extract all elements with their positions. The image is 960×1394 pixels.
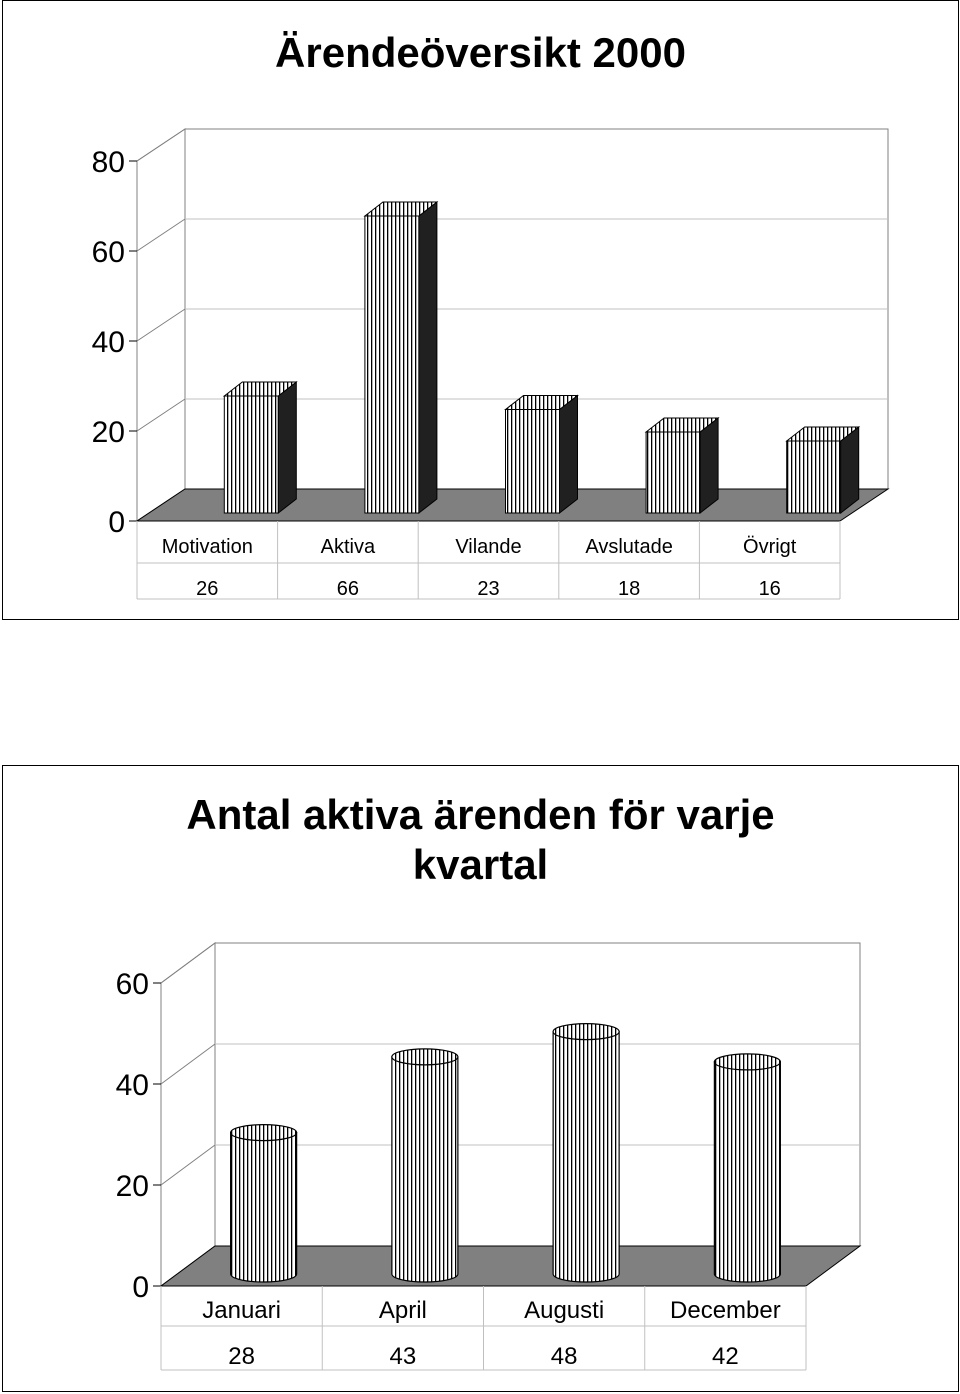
bar-side bbox=[278, 382, 296, 513]
bar-side bbox=[560, 396, 578, 514]
bar-cylinder bbox=[714, 1062, 780, 1282]
chart-title-line-2: kvartal bbox=[412, 841, 549, 888]
side-wall bbox=[161, 943, 215, 1286]
chart-aktiva-per-kvartal bbox=[2, 765, 959, 1392]
data-table-value: 28 bbox=[228, 1343, 255, 1370]
bar-cylinder bbox=[553, 1032, 619, 1282]
y-tick-label: 80 bbox=[91, 145, 125, 179]
data-table-value: 16 bbox=[758, 578, 781, 600]
bar-cylinder bbox=[392, 1057, 458, 1282]
data-table-value: 66 bbox=[336, 578, 360, 600]
chart-plot-area bbox=[3, 1, 960, 621]
chart-title: Ärendeöversikt 2000 bbox=[275, 29, 686, 76]
data-table-value: 42 bbox=[712, 1343, 739, 1370]
bar-side bbox=[841, 427, 859, 513]
bar-cylinder-top bbox=[553, 1024, 619, 1040]
y-tick-label: 20 bbox=[91, 415, 125, 449]
bar-front bbox=[365, 216, 419, 513]
chart-title-line-1: Antal aktiva ärenden för varje bbox=[186, 791, 775, 838]
category-label: Övrigt bbox=[743, 536, 797, 558]
data-table-value: 18 bbox=[617, 578, 641, 600]
category-label: Augusti bbox=[524, 1297, 605, 1324]
bar-front bbox=[646, 432, 700, 513]
data-table-value: 48 bbox=[550, 1343, 578, 1370]
bar-front bbox=[224, 396, 278, 513]
data-table-value: 43 bbox=[389, 1343, 417, 1370]
y-tick-label: 60 bbox=[115, 967, 149, 1001]
y-tick-label: 60 bbox=[91, 235, 125, 269]
y-tick-label: 40 bbox=[115, 1068, 149, 1102]
bar-cylinder bbox=[231, 1133, 297, 1282]
bar-cylinder-top bbox=[392, 1049, 458, 1065]
category-label: Avslutade bbox=[585, 536, 673, 558]
data-table-value: 23 bbox=[477, 578, 500, 600]
chart-plot-area bbox=[3, 766, 960, 1393]
data-table-value: 26 bbox=[196, 578, 219, 600]
y-tick-label: 0 bbox=[132, 1270, 149, 1304]
bar-cylinder-top bbox=[714, 1054, 780, 1070]
y-tick-label: 20 bbox=[115, 1169, 149, 1203]
category-label: April bbox=[378, 1297, 427, 1324]
y-tick-label: 0 bbox=[108, 505, 125, 539]
category-label: Januari bbox=[202, 1297, 281, 1324]
category-label: Vilande bbox=[455, 536, 522, 558]
bar-side bbox=[700, 418, 718, 513]
bar-side bbox=[419, 202, 437, 513]
chart-arendeoversikt bbox=[2, 0, 959, 620]
bar-front bbox=[506, 410, 560, 514]
y-tick-label: 40 bbox=[91, 325, 125, 359]
category-label: Aktiva bbox=[320, 536, 376, 558]
bar-cylinder-top bbox=[231, 1125, 297, 1141]
category-label: December bbox=[670, 1297, 781, 1324]
bar-front bbox=[787, 441, 841, 513]
category-label: Motivation bbox=[161, 536, 253, 558]
